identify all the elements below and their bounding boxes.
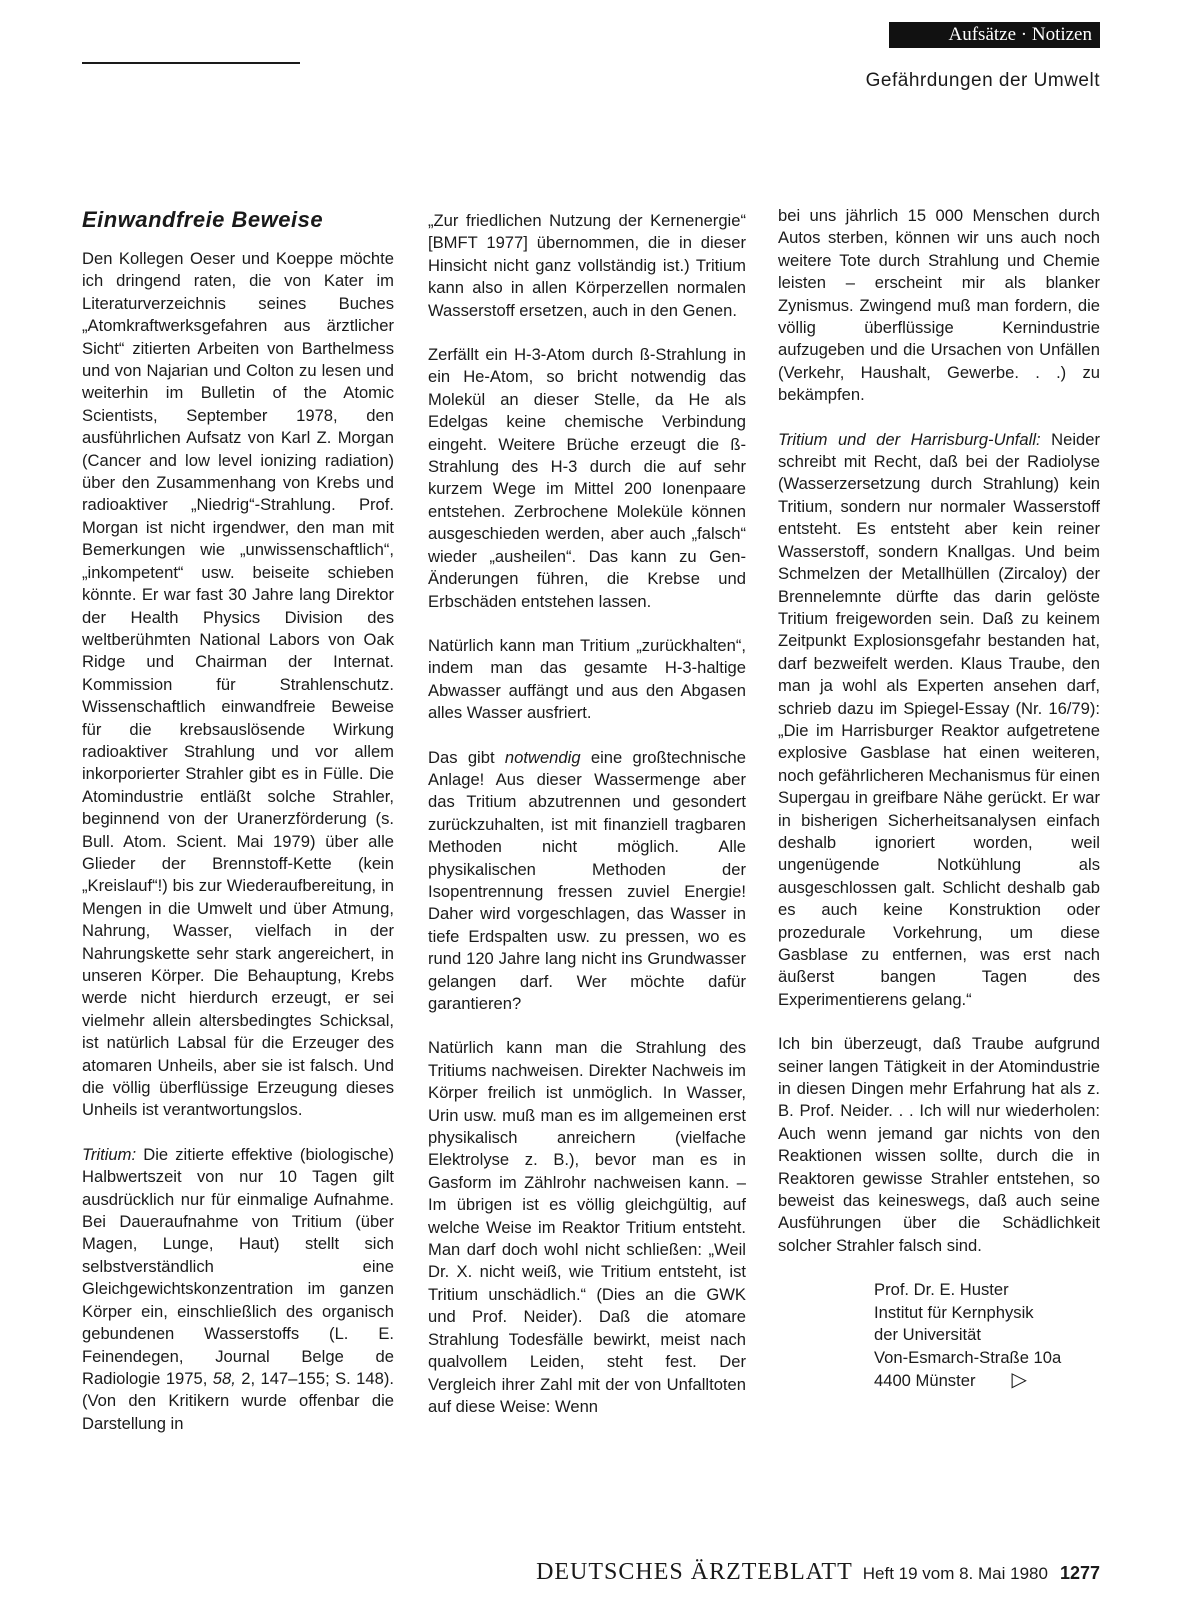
- paragraph-text: eine großtechnische Anlage! Aus dieser Wassermenge aber das Tritium abzutrennen und gesondert zurückzuhalten, ist mit finanziell tragbaren Methoden nicht möglich. Alle physikalischen Methoden der Isopentrennung fressen zuviel Energie! Daher wird vorgeschlagen, das Wasser in tiefe Erdspalten usw. zu pressen, wo es rund 120 Jahre lang nicht ins Grundwasser gelangen darf. Wer möchte dafür garantieren?: [428, 747, 746, 1013]
- paragraph: Natürlich kann man Tritium „zurückhalten“, indem man das gesamte H-3-haltige Abwasser auffängt und aus den Abgasen alles Wasser ausfriert.: [428, 635, 746, 723]
- rubric-heading: Gefährdungen der Umwelt: [865, 70, 1100, 91]
- paragraph: [428, 747, 746, 1016]
- journal-name: DEUTSCHES ÄRZTEBLATT: [536, 1559, 853, 1585]
- author-name: Prof. Dr. E. Huster: [874, 1280, 1009, 1300]
- paragraph: Ich bin überzeugt, daß Traube aufgrund seiner langen Tätigkeit in der Atomindustrie in diesen Dingen mehr Erfahrung hat als z. B. Prof. Neider. . . Ich will nur wiederholen: Auch wenn jemand gar nichts von den Reaktionen wissen sollte, durch die in Reaktoren gewisse Strahler entstehen, so beweist das keineswegs, daß auch seine Ausführungen über die Schädlichkeit solcher Strahler falsch sind.: [778, 1034, 1100, 1255]
- column-1: [82, 206, 394, 1457]
- paragraph: [778, 429, 1100, 1012]
- page-number: 1277: [1059, 1563, 1100, 1583]
- paragraph-text: Die zitierte effektive (biologische) Halbwertszeit von nur 10 Tagen gilt ausdrücklich nur für einmalige Aufnahme. Bei Daueraufnahme von Tritium (über Magen, Lunge, Haut) stellt sich selbstverständlich eine Gleichgewichtskonzentration im ganzen Körper ein, einschließlich des organisch gebundenen Wasserstoffs (L. E. Feinendegen, Journal Belge de Radiologie 1975,: [82, 1144, 394, 1388]
- paragraph: Natürlich kann man die Strahlung des Tritiums nachweisen. Direkter Nachweis im Körper freilich ist unmöglich. In Wasser, Urin usw. muß man es im allgemeinen erst physikalisch anreichern (vielfache Elektrolyse z. B.), bevor man es in Gasform im Zählrohr nachweisen kann. – Im übrigen ist es völlig gleichgültig, auf welche Weise im Reaktor Tritium entsteht. Man darf doch wohl nicht schließen: „Weil Dr. X. nicht weiß, wie Tritium entsteht, ist Tritium unschädlich.“ (Dies an die GWK und Prof. Neider). Daß die atomare Strahlung Todesfälle bewirkt, meist nach qualvollem Leiden, steht fest. Der Vergleich ihrer Zahl mit der von Unfalltoten auf diese Weise: Wenn: [428, 1038, 746, 1416]
- paragraph: [82, 1144, 394, 1435]
- paragraph-text: Neider schreibt mit Recht, daß bei der Radiolyse (Wasserzersetzung durch Strahlung) kein Tritium, sondern nur normaler Wasserstoff entsteht. Es entsteht aber kein reiner Wasserstoff, sondern Knallgas. Und beim Schmelzen der Metallhüllen (Zircaloy) der Brennelemnte dürfte das darin gelöste Tritium freigeworden sein. Daß zu keinem Zeitpunkt Explosionsgefahr bestanden hat, darf bezweifelt werden. Klaus Traube, den man ja wohl als Experten ansehen darf, schrieb dazu im Spiegel-Essay (Nr. 16/79): „Die im Harrisburger Reaktor aufgetretene explosive Gasblase hat einen weiteren, noch gefährlicheren Mechanismus für einen Supergau in greifbare Nähe gerückt. Er war in bisherigen Sicherheitsanalysen einfach deshalb ignoriert worden, weil ungenügende Notkühlung als ausgeschlossen galt. Schlicht deshalb gab es auch keine Konstruktion oder prozedurale Vorkehrung, um diese Gasblase zu entfernen, was erst nach äußerst bangen Tagen des Experimentierens gelang.“: [778, 429, 1100, 1009]
- paragraph-text: 2, 147–155; S. 148). (Von den Kritikern wurde offenbar die Darstellung in: [82, 1368, 394, 1433]
- issue-info: Heft 19 vom 8. Mai 1980: [862, 1564, 1048, 1583]
- author-signature: [874, 1279, 1100, 1392]
- paragraph: bei uns jährlich 15 000 Menschen durch Autos sterben, können wir uns auch noch weitere Tote durch Strahlung und Chemie leisten – erscheint mir als blanker Zynismus. Zwingend muß man fordern, die völlig überflüssige Kernindustrie aufzugeben und die Ursachen von Unfällen (Verkehr, Haushalt, Gewerbe. . .) zu bekämpfen.: [778, 206, 1100, 405]
- column-3: [778, 205, 1100, 1392]
- continue-arrow-icon: ▷: [1011, 1368, 1027, 1391]
- volume-number: 58,: [212, 1368, 236, 1388]
- author-street: Von-Esmarch-Straße 10a: [874, 1347, 1062, 1367]
- author-city: 4400 Münster ▷: [874, 1368, 1027, 1391]
- paragraph-lead: Tritium und der Harrisburg-Unfall:: [778, 429, 1041, 449]
- author-institute: Institut für Kernphysik: [874, 1302, 1034, 1322]
- page-footer: [536, 1559, 1100, 1586]
- paragraph: „Zur friedlichen Nutzung der Kernenergie“ [BMFT 1977] übernommen, die in dieser Hinsicht nicht ganz vollständig ist.) Tritium kann also in allen Körperzellen normalen Wasserstoff ersetzen, auch in den Genen.: [428, 211, 746, 320]
- section-tag: Aufsätze · Notizen: [889, 22, 1100, 48]
- paragraph: Zerfällt ein H-3-Atom durch ß-Strahlung in ein He-Atom, so bricht notwendig das Molekül an dieser Stelle, da He als Edelgas keine chemische Verbindung eingeht. Weitere Brüche erzeugt die ß-Strahlung des H-3 durch die auf sehr kurzem Wege im Mittel 200 Ionenpaare entstehen. Zerbrochene Moleküle können ausgeschieden werden, aber auch „falsch“ wieder „ausheilen“. Das kann zu Gen-Änderungen führen, die Krebse und Erbschäden entstehen lassen.: [428, 345, 746, 611]
- author-university: der Universität: [874, 1325, 981, 1345]
- column-2: [428, 210, 746, 1440]
- article-title: Einwandfreie Beweise: [82, 207, 324, 232]
- emphasis: notwendig: [504, 747, 581, 767]
- paragraph: Den Kollegen Oeser und Koeppe möchte ich dringend raten, die von Kater im Literaturverzeichnis seines Buches „Atomkraftwerksgefahren aus ärztlicher Sicht“ zitierten Arbeiten von Barthelmess und von Najarian und Colton zu lesen und weiterhin im Bulletin of the Atomic Scientists, September 1978, den ausführlichen Aufsatz von Karl Z. Morgan (Cancer and low level ionizing radiation) über den Zusammenhang von Krebs und radioaktiver „Niedrig“-Strahlung. Prof. Morgan ist nicht irgendwer, den man mit Bemerkungen wie „unwissenschaftlich“, „inkompetent“ usw. beiseite schieben könnte. Er war fast 30 Jahre lang Direktor der Health Physics Division des weltberühmten National Labors von Oak Ridge und Chairman der Internat. Kommission für Strahlenschutz. Wissenschaftlich einwandfreie Beweise für die krebsauslösende Wirkung radioaktiver Strahlung und vor allem inkorporierter Strahler gibt es in Fülle. Die Atomindustrie entläßt solche Strahler, beginnend von der Uranerzförderung (s. Bull. Atom. Scient. Mai 1979) über alle Glieder der Brennstoff-Kette (kein „Kreislauf“!) bis zur Wiederaufbereitung, in Mengen in die Umwelt und über Atmung, Nahrung, Wasser, vielfach in der Nahrungskette sehr stark angereichert, in unseren Körper. Die Behauptung, Krebs werde nicht hierdurch erzeugt, er sei vielmehr allein altersbedingtes Schicksal, ist natürlich Labsal für die Erzeuger des atomaren Unheils, aber sie ist falsch. Und die völlig überflüssige Erzeugung dieses Unheils ist verantwortungslos.: [82, 249, 394, 1120]
- header-rule: [82, 62, 300, 64]
- paragraph-text: Das gibt: [428, 747, 505, 767]
- paragraph-lead: Tritium:: [82, 1144, 137, 1164]
